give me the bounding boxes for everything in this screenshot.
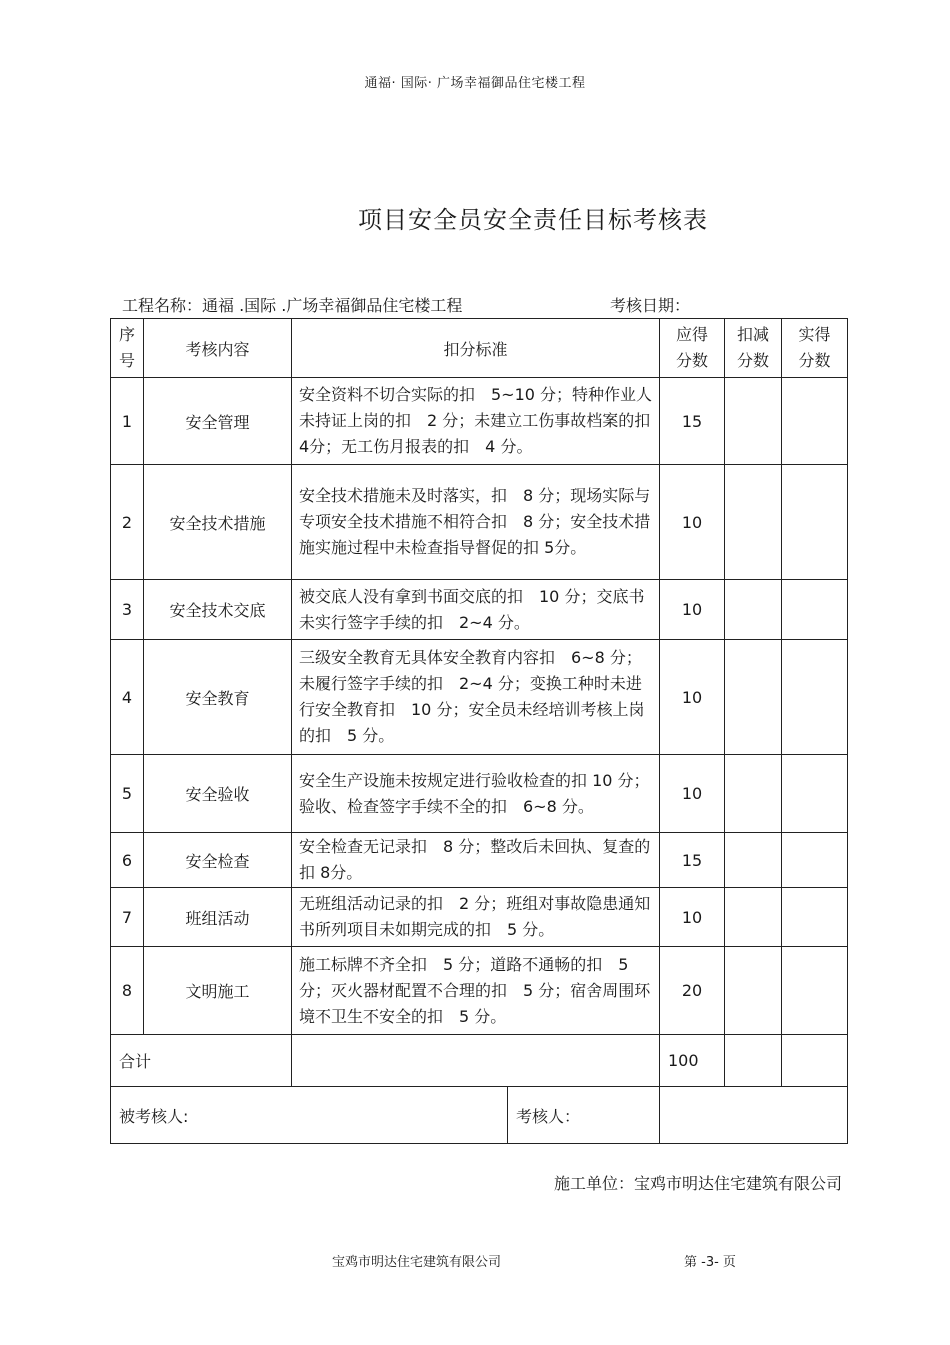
document-title: 项目安全员安全责任目标考核表 bbox=[358, 206, 708, 234]
construction-unit: 施工单位：宝鸡市明达住宅建筑有限公司 bbox=[553, 1174, 842, 1193]
row-number: 3 bbox=[111, 580, 144, 640]
signature-blank bbox=[660, 1087, 848, 1144]
total-row bbox=[111, 1035, 848, 1087]
footer-page-number: 第 -3- 页 bbox=[684, 1255, 736, 1270]
row-actual-score bbox=[782, 640, 848, 755]
assessment-date-label: 考核日期： bbox=[610, 296, 691, 315]
total-actual-blank bbox=[782, 1035, 848, 1087]
row-actual-score bbox=[782, 947, 848, 1035]
row-number: 7 bbox=[111, 888, 144, 947]
row-content: 安全技术交底 bbox=[144, 580, 292, 640]
table-row bbox=[111, 580, 848, 640]
row-content: 安全管理 bbox=[144, 378, 292, 465]
row-deduct-score bbox=[725, 888, 782, 947]
table-row bbox=[111, 888, 848, 947]
header-seq: 序 号 bbox=[111, 319, 144, 378]
row-number: 2 bbox=[111, 465, 144, 580]
table-row bbox=[111, 640, 848, 755]
table-row bbox=[111, 465, 848, 580]
row-content: 文明施工 bbox=[144, 947, 292, 1035]
total-score: 100 bbox=[660, 1035, 725, 1087]
row-deduct-score bbox=[725, 755, 782, 833]
row-content: 安全验收 bbox=[144, 755, 292, 833]
row-deduct-score bbox=[725, 378, 782, 465]
footer-company: 宝鸡市明达住宅建筑有限公司 bbox=[332, 1255, 502, 1270]
page-header: 通福· 国际· 广场幸福御品住宅楼工程 bbox=[364, 76, 586, 91]
table-row bbox=[111, 947, 848, 1035]
row-actual-score bbox=[782, 580, 848, 640]
row-content: 安全技术措施 bbox=[144, 465, 292, 580]
row-due-score: 20 bbox=[660, 947, 725, 1035]
row-due-score: 10 bbox=[660, 465, 725, 580]
examiner-signature: 考核人： bbox=[516, 1106, 581, 1126]
header-actual-score: 实得 分数 bbox=[782, 319, 848, 378]
row-due-score: 10 bbox=[660, 580, 725, 640]
row-criteria: 安全技术措施未及时落实，扣 8 分；现场实际与专项安全技术措施不相符合扣 8 分；安全技术措施实施过程中未检查指导督促的扣 5分。 bbox=[292, 465, 660, 580]
row-due-score: 10 bbox=[660, 755, 725, 833]
row-criteria: 施工标牌不齐全扣 5 分；道路不通畅的扣 5 分；灭火器材配置不合理的扣 5 分；宿舍周围环境不卫生不安全的扣 5 分。 bbox=[292, 947, 660, 1035]
row-number: 8 bbox=[111, 947, 144, 1035]
header-content: 考核内容 bbox=[144, 319, 292, 378]
row-number: 4 bbox=[111, 640, 144, 755]
assessment-table bbox=[110, 318, 848, 1144]
row-content: 班组活动 bbox=[144, 888, 292, 947]
row-actual-score bbox=[782, 378, 848, 465]
total-label: 合计 bbox=[111, 1035, 292, 1087]
row-deduct-score bbox=[725, 465, 782, 580]
row-actual-score bbox=[782, 465, 848, 580]
header-criteria: 扣分标准 bbox=[292, 319, 660, 378]
total-deduct-blank bbox=[725, 1035, 782, 1087]
row-content: 安全检查 bbox=[144, 833, 292, 888]
row-actual-score bbox=[782, 833, 848, 888]
row-due-score: 15 bbox=[660, 378, 725, 465]
row-due-score: 10 bbox=[660, 640, 725, 755]
row-actual-score bbox=[782, 755, 848, 833]
row-criteria: 无班组活动记录的扣 2 分；班组对事故隐患通知书所列项目未如期完成的扣 5 分。 bbox=[292, 888, 660, 947]
row-due-score: 15 bbox=[660, 833, 725, 888]
row-criteria: 被交底人没有拿到书面交底的扣 10 分；交底书未实行签字手续的扣 2~4 分。 bbox=[292, 580, 660, 640]
row-deduct-score bbox=[725, 947, 782, 1035]
table-row bbox=[111, 833, 848, 888]
row-number: 5 bbox=[111, 755, 144, 833]
table-row bbox=[111, 755, 848, 833]
row-criteria: 安全生产设施未按规定进行验收检查的扣 10 分；验收、检查签字手续不全的扣 6~8 分。 bbox=[292, 755, 660, 833]
signature-row bbox=[111, 1087, 848, 1144]
examinee-signature: 被考核人: bbox=[111, 1087, 508, 1143]
row-deduct-score bbox=[725, 580, 782, 640]
row-number: 6 bbox=[111, 833, 144, 888]
row-deduct-score bbox=[725, 640, 782, 755]
project-name-label: 工程名称：通福 .国际 .广场幸福御品住宅楼工程 bbox=[122, 296, 463, 315]
row-criteria: 安全检查无记录扣 8 分；整改后未回执、复查的扣 8分。 bbox=[292, 833, 660, 888]
row-deduct-score bbox=[725, 833, 782, 888]
row-content: 安全教育 bbox=[144, 640, 292, 755]
row-actual-score bbox=[782, 888, 848, 947]
table-header-row bbox=[111, 319, 848, 378]
row-due-score: 10 bbox=[660, 888, 725, 947]
table-row bbox=[111, 378, 848, 465]
header-due-score: 应得 分数 bbox=[660, 319, 725, 378]
row-criteria: 三级安全教育无具体安全教育内容扣 6~8 分；未履行签字手续的扣 2~4 分；变换工种时未进行安全教育扣 10 分；安全员未经培训考核上岗的扣 5 分。 bbox=[292, 640, 660, 755]
header-deduct-score: 扣减 分数 bbox=[725, 319, 782, 378]
total-criteria-blank bbox=[292, 1035, 660, 1087]
row-number: 1 bbox=[111, 378, 144, 465]
row-criteria: 安全资料不切合实际的扣 5~10 分；特种作业人未持证上岗的扣 2 分；未建立工伤事故档案的扣 4分；无工伤月报表的扣 4 分。 bbox=[292, 378, 660, 465]
